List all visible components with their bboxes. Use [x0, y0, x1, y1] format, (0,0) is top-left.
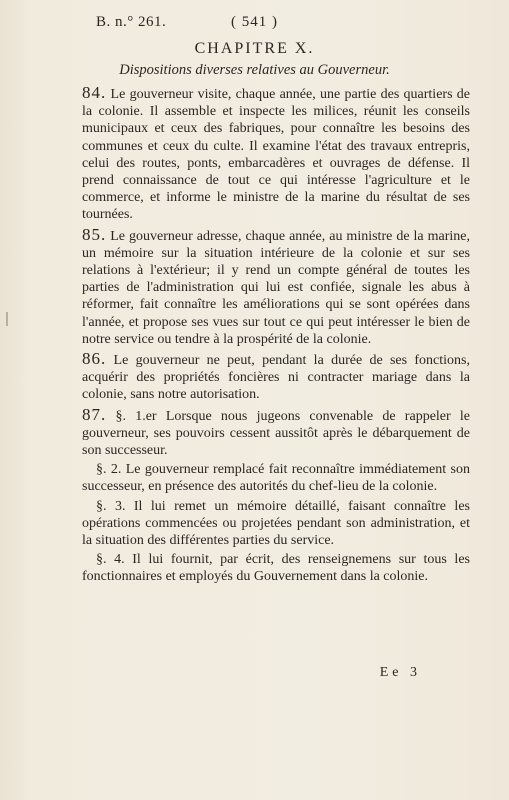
article-number: 85. [82, 224, 107, 244]
section-2: §. 2. Le gouverneur remplacé fait reconnaître immédiatement son successeur, en présence des autorités du chef-lieu de la colonie. [82, 462, 470, 495]
article-87 [82, 406, 470, 460]
article-text: Le gouverneur visite, chaque année, une partie des quartiers de la colonie. Il assemble et inspecte les milices, réunit les conseils municipaux et ceux des fabriques, pour connaître les besoins des communes et ceux du culte. Il examine l'état des travaux entrepris, celui des routes, ponts, embarcadères et ouvrages de défense. Il prend connaissance de tout ce qui intéresse l'agriculture et le commerce, et informe le ministre de la marine du résultat de ses tournées. [82, 87, 471, 223]
page-body [82, 84, 470, 588]
page-number: ( 541 ) [231, 14, 278, 30]
article-text: §. 1.er Lorsque nous jugeons convenable de rappeler le gouverneur, ses pouvoirs cessent aussitôt après le débarquement de son successeur. [82, 408, 471, 459]
catchword: Ee 3 [379, 665, 421, 680]
article-86 [82, 350, 470, 404]
article-85 [82, 226, 470, 348]
article-number: 86. [82, 349, 107, 369]
article-84 [82, 84, 470, 224]
article-text: Le gouverneur ne peut, pendant la durée de ses fonctions, acquérir des propriétés foncières ni contracter mariage dans la colonie, sans notre autorisation. [82, 353, 470, 403]
article-text: Le gouverneur adresse, chaque année, au ministre de la marine, un mémoire sur la situation intérieure de la colonie et sur ses relations à l'extérieur; il y rend un compte général de toutes les parties de l'administration qui lui est confiée, signale les abus à réformer, fait connaître les améliorations qui se sont opérées dans l'année, et propose ses vues sur tout ce qui peut intéresser le bien de notre service ou tendre à la prospérité de la colonie. [82, 228, 470, 347]
section-4: §. 4. Il lui fournit, par écrit, des renseignemens sur tous les fonctionnaires et employés du Gouvernement dans la colonie. [82, 552, 470, 585]
bulletin-signature: B. n.° 261. [96, 14, 167, 30]
article-number: 87. [82, 404, 107, 424]
section-3: §. 3. Il lui remet un mémoire détaillé, faisant connaître les opérations commencées ou projetées pendant son administration, et la situation des différentes parties du service. [82, 498, 470, 549]
chapter-title: CHAPITRE X. [194, 40, 315, 57]
article-number: 84. [82, 83, 107, 102]
chapter-subtitle: Dispositions diverses relatives au Gouverneur. [119, 62, 390, 78]
running-header [0, 14, 509, 36]
margin-mark [6, 312, 8, 326]
